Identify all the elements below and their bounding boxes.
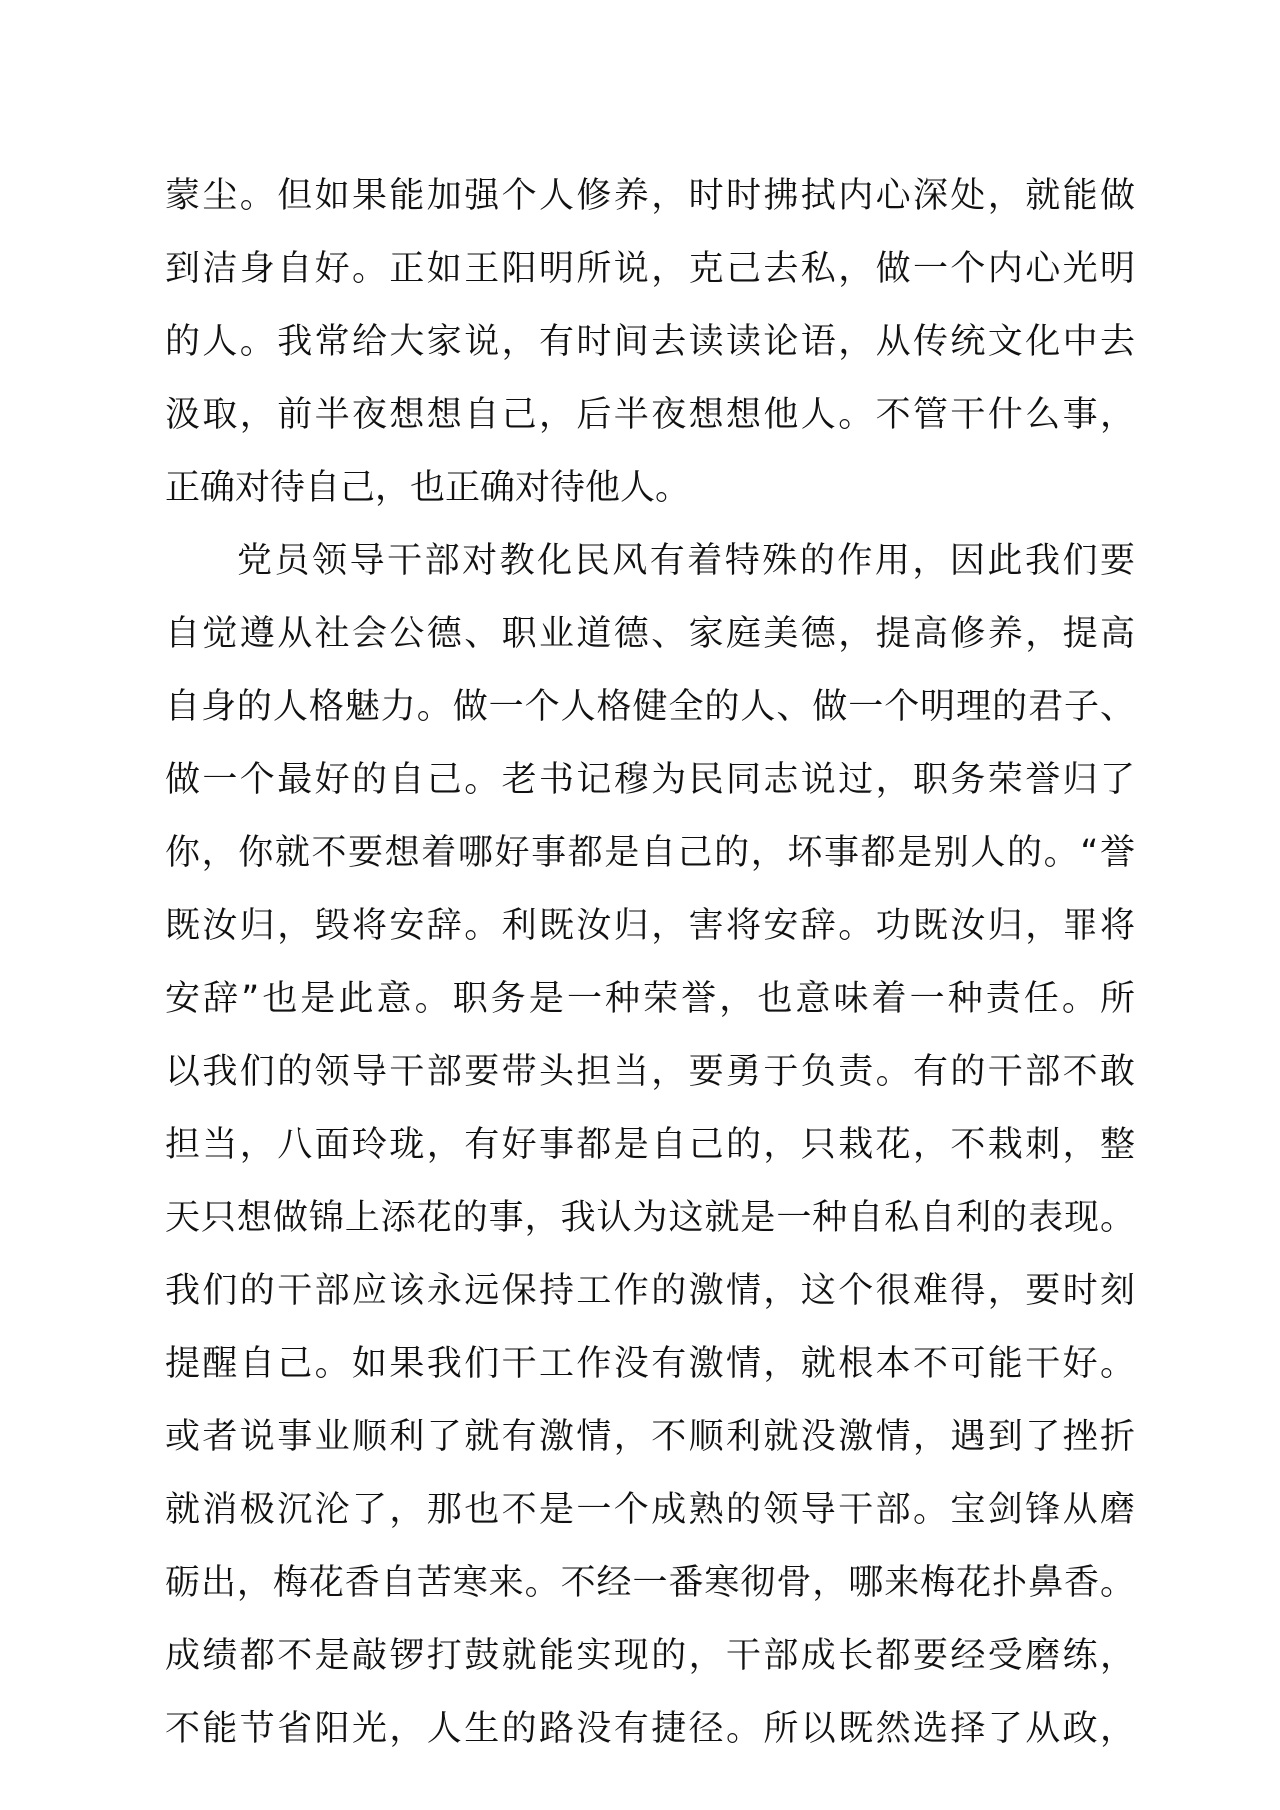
text-line: 自身的人格魅力。做一个人格健全的人、做一个明理的君子、 (165, 687, 1135, 727)
text-line: 砺出，梅花香自苦寒来。不经一番寒彻骨，哪来梅花扑鼻香。 (165, 1563, 1135, 1603)
text-line: 蒙尘。但如果能加强个人修养，时时拂拭内心深处，就能做 (165, 176, 1135, 216)
text-line: 担当，八面玲珑，有好事都是自己的，只栽花，不栽刺，整 (165, 1125, 1135, 1165)
text-line: 做一个最好的自己。老书记穆为民同志说过，职务荣誉归了 (165, 760, 1135, 800)
text-line: 自觉遵从社会公德、职业道德、家庭美德，提高修养，提高 (165, 614, 1135, 654)
text-line: 到洁身自好。正如王阳明所说，克己去私，做一个内心光明 (165, 249, 1135, 289)
text-line: 的人。我常给大家说，有时间去读读论语，从传统文化中去 (165, 322, 1135, 362)
text-line: 汲取，前半夜想想自己，后半夜想想他人。不管干什么事， (165, 395, 1135, 435)
paragraph-1 (165, 160, 1135, 525)
text-line: 成绩都不是敲锣打鼓就能实现的，干部成长都要经受磨练， (165, 1636, 1135, 1676)
text-line: 或者说事业顺利了就有激情，不顺利就没激情，遇到了挫折 (165, 1417, 1135, 1457)
text-line: 正确对待自己，也正确对待他人。 (165, 468, 691, 508)
text-line: 你，你就不要想着哪好事都是自己的，坏事都是别人的。“誉 (165, 833, 1135, 873)
text-line: 我们的干部应该永远保持工作的激情，这个很难得，要时刻 (165, 1271, 1135, 1311)
text-line: 不能节省阳光，人生的路没有捷径。所以既然选择了从政， (165, 1709, 1135, 1749)
text-line: 安辞”也是此意。职务是一种荣誉，也意味着一种责任。所 (165, 979, 1135, 1019)
text-line: 党员领导干部对教化民风有着特殊的作用，因此我们要 (237, 541, 1135, 581)
paragraph-2 (165, 525, 1135, 1766)
text-line: 天只想做锦上添花的事，我认为这就是一种自私自利的表现。 (165, 1198, 1135, 1238)
text-line: 就消极沉沦了，那也不是一个成熟的领导干部。宝剑锋从磨 (165, 1490, 1135, 1530)
text-line: 提醒自己。如果我们干工作没有激情，就根本不可能干好。 (165, 1344, 1135, 1384)
body-text (165, 160, 1135, 1766)
text-line: 既汝归，毁将安辞。利既汝归，害将安辞。功既汝归，罪将 (165, 906, 1135, 946)
text-line: 以我们的领导干部要带头担当，要勇于负责。有的干部不敢 (165, 1052, 1135, 1092)
